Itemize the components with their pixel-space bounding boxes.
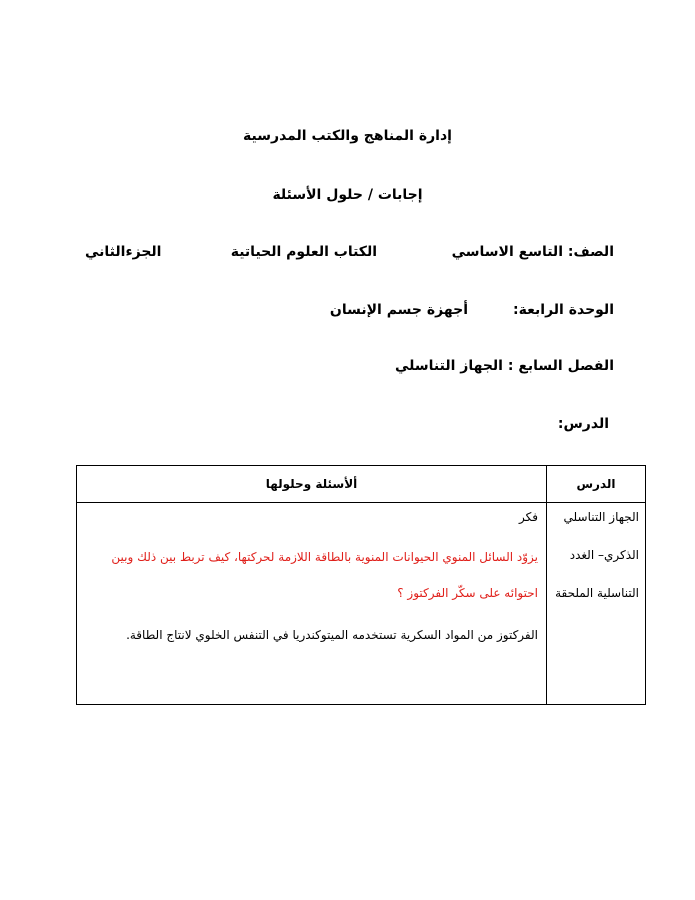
book-label: الكتاب العلوم الحياتية	[230, 244, 377, 260]
qa-column-header: ألأسئلة وحلولها	[77, 466, 547, 503]
qa-table	[76, 465, 646, 705]
unit-value: أجهزة جسم الإنسان	[329, 302, 468, 318]
grade-label: الصف: التاسع الاساسي	[451, 244, 614, 260]
chapter-label: الفصل السابع : الجهاز التناسلي	[395, 358, 614, 374]
lesson-line: التناسلية الملحقة	[555, 586, 639, 600]
department-title: إدارة المناهج والكتب المدرسية	[243, 128, 452, 144]
lesson-cell	[547, 503, 646, 705]
table-header-row	[77, 466, 646, 503]
think-prompt: فكر	[519, 510, 538, 524]
lesson-label: الدرس:	[557, 416, 609, 432]
table-row	[77, 503, 646, 705]
question-line-1: يزوّد السائل المنوي الحيوانات المنوية بالطاقة اللازمة لحركتها، كيف تربط بين ذلك وبين	[111, 550, 538, 564]
lesson-line: الذكري– الغدد	[569, 548, 639, 562]
answers-subtitle: إجابات / حلول الأسئلة	[272, 187, 423, 203]
lesson-line: الجهاز التناسلي	[563, 510, 639, 524]
lesson-column-header: الدرس	[547, 466, 646, 503]
unit-label: الوحدة الرابعة:	[513, 302, 614, 318]
answer-text: الفركتوز من المواد السكرية تستخدمه الميتوكندريا في التنفس الخلوي لانتاج الطاقة.	[126, 628, 538, 642]
qa-cell	[77, 503, 547, 705]
question-line-2: احتوائه على سكّر الفركتوز ؟	[397, 586, 538, 600]
part-label: الجزءالثاني	[85, 244, 162, 260]
